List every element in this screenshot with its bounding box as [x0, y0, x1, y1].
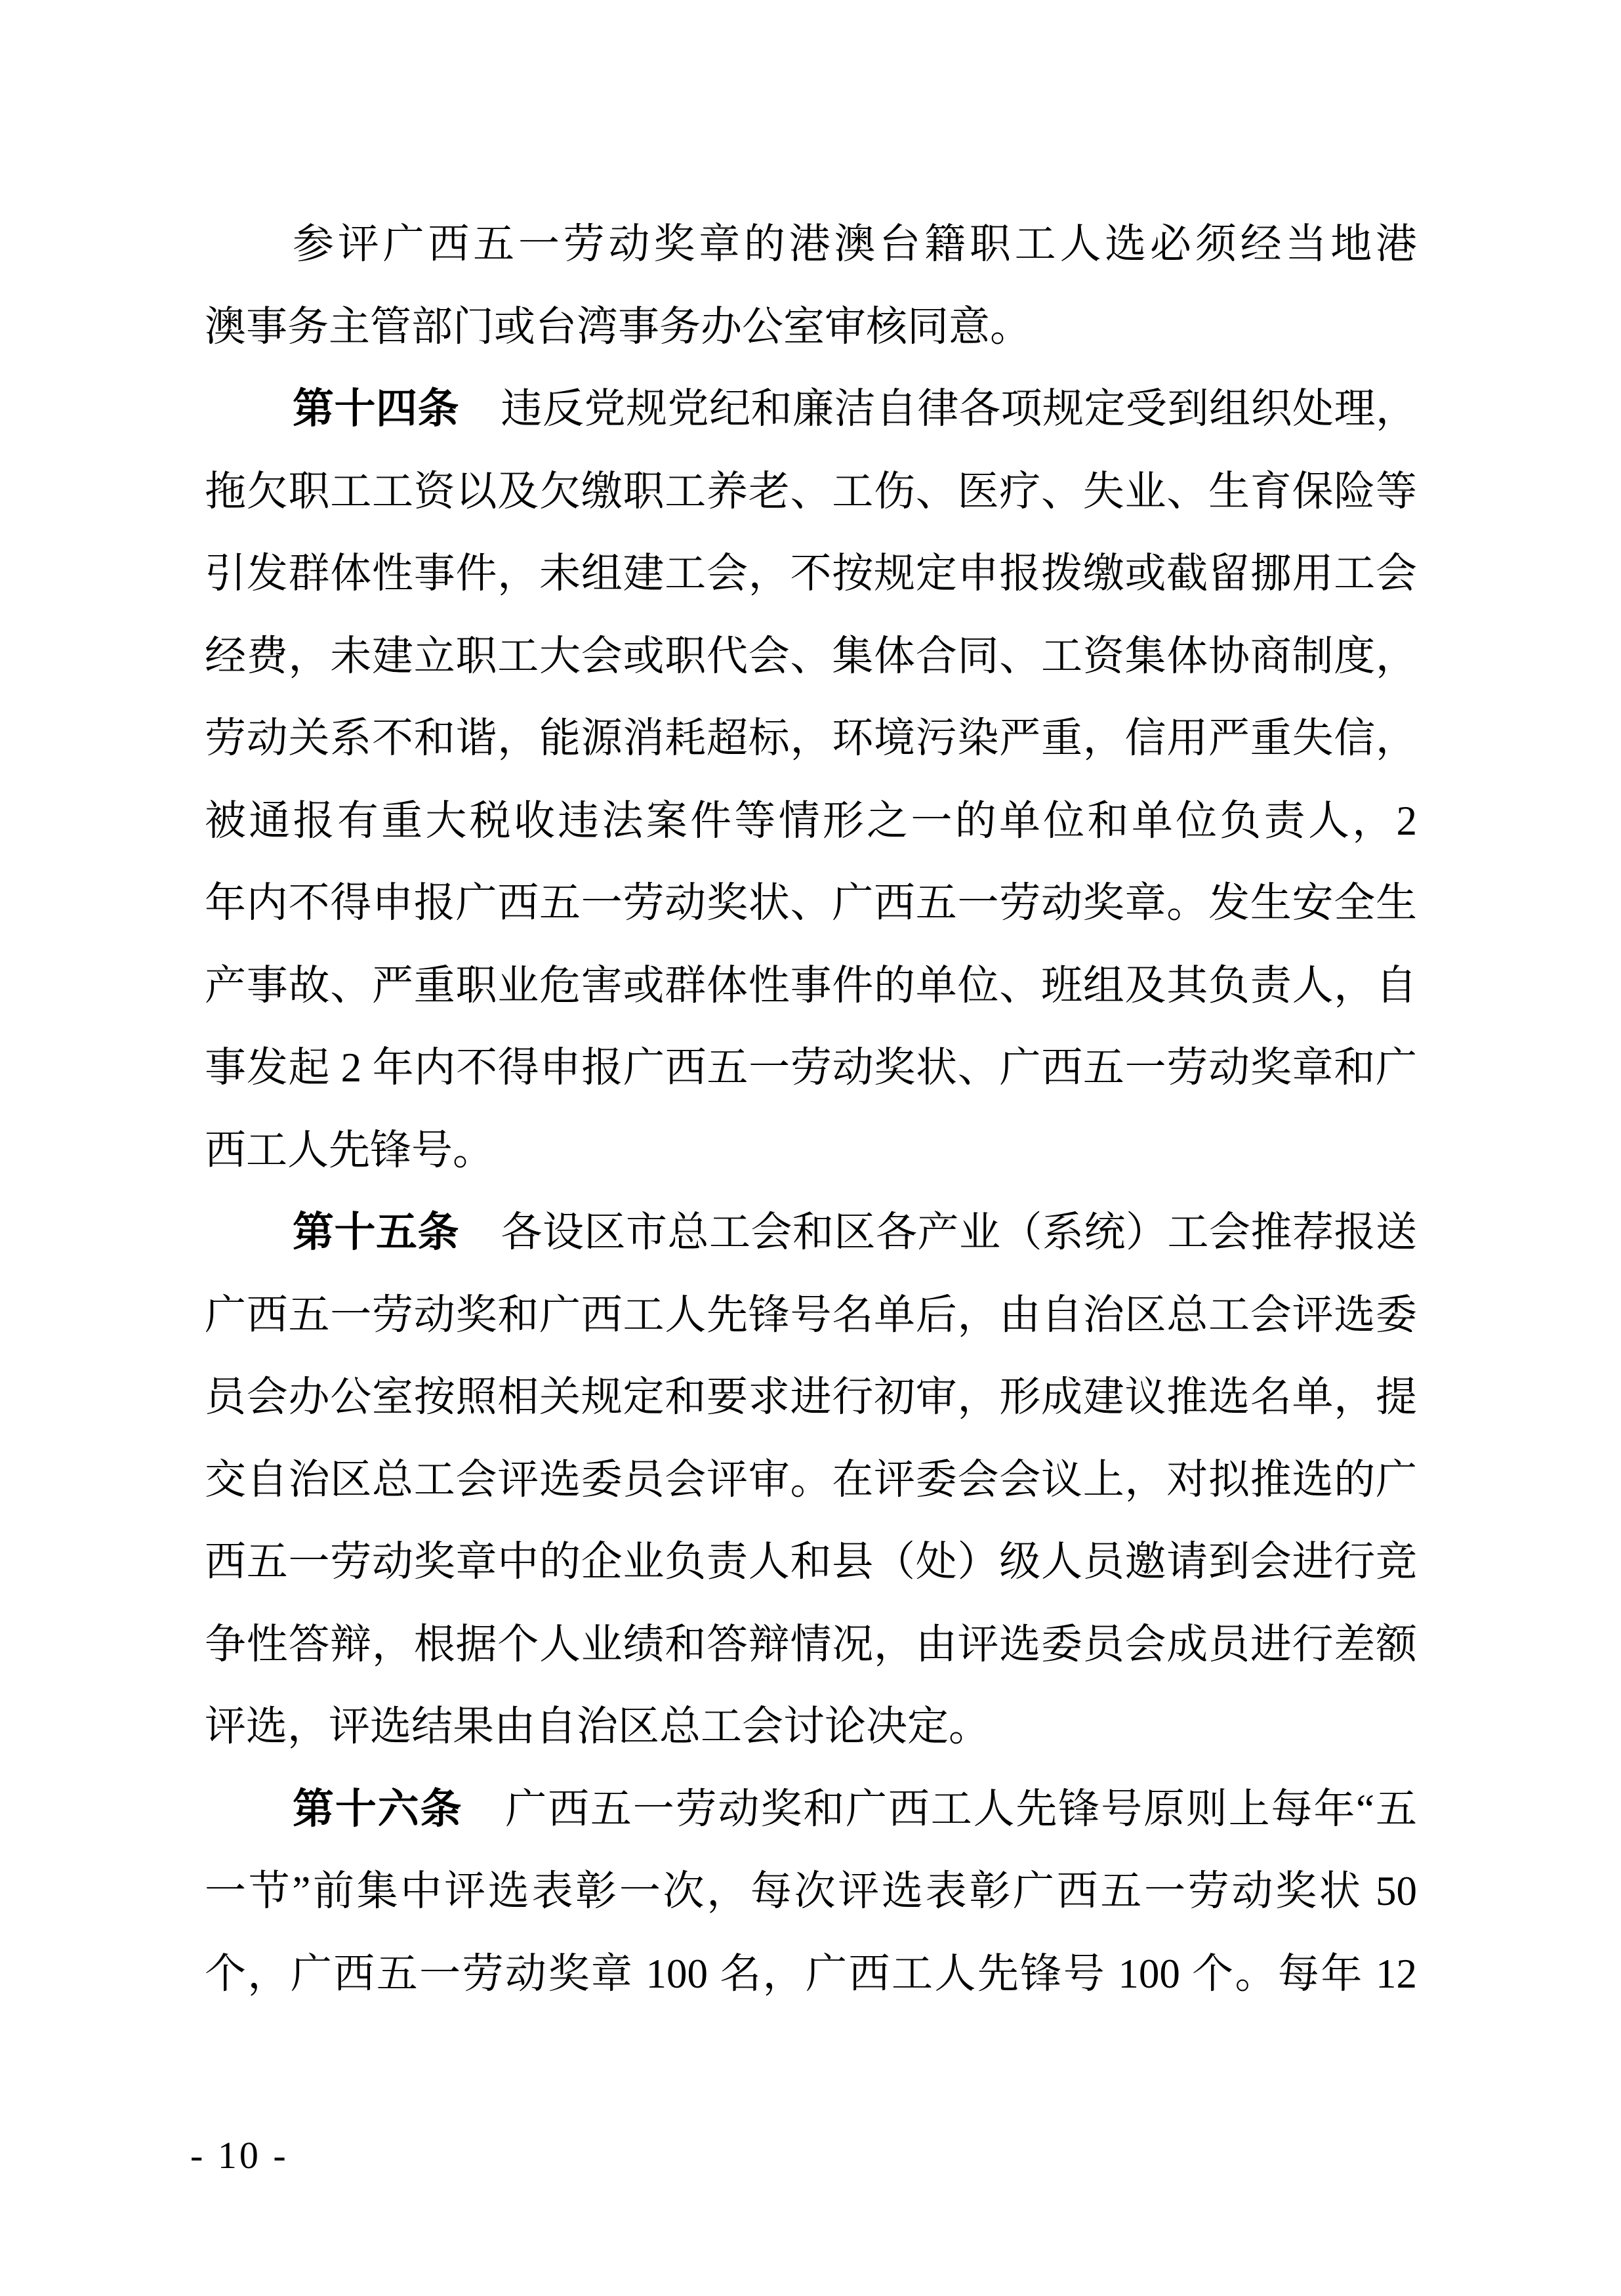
text-line — [205, 1768, 1417, 1851]
line-text: 西五一劳动奖章中的企业负责人和县（处）级人员邀请到会进行竞 — [205, 1539, 1417, 1585]
article-number: 第十六条 — [293, 1785, 463, 1832]
text-line — [205, 1356, 1417, 1439]
text-line — [205, 780, 1417, 863]
line-text: 引发群体性事件，未组建工会，不按规定申报拨缴或截留挪用工会 — [205, 551, 1417, 596]
text-line — [205, 1933, 1417, 2016]
line-text: 员会办公室按照相关规定和要求进行初审，形成建议推选名单，提 — [205, 1374, 1417, 1420]
text-line — [205, 1110, 1417, 1192]
line-text: 各设区市总工会和区各产业（系统）工会推荐报送 — [459, 1209, 1417, 1255]
text-line — [205, 1027, 1417, 1110]
text-line — [205, 533, 1417, 616]
text-line — [205, 286, 1417, 369]
text-line — [205, 203, 1417, 286]
article-number: 第十五条 — [293, 1209, 459, 1255]
line-text: 违反党规党纪和廉洁自律各项规定受到组织处理， — [459, 386, 1417, 432]
line-text: 年内不得申报广西五一劳动奖状、广西五一劳动奖章。发生安全生 — [205, 880, 1417, 926]
line-text: 拖欠职工工资以及欠缴职工养老、工伤、医疗、失业、生育保险等 — [205, 468, 1417, 514]
line-text: 广西五一劳动奖和广西工人先锋号原则上每年“五 — [462, 1785, 1417, 1832]
line-text: 被通报有重大税收违法案件等情形之一的单位和单位负责人，2 — [205, 797, 1417, 844]
line-text: 广西五一劳动奖和广西工人先锋号名单后，由自治区总工会评选委 — [205, 1291, 1417, 1338]
body-text — [205, 203, 1417, 2015]
text-line — [205, 368, 1417, 451]
line-text: 参评广西五一劳动奖章的港澳台籍职工人选必须经当地港 — [293, 221, 1417, 267]
text-line — [205, 862, 1417, 945]
text-line — [205, 616, 1417, 698]
text-line — [205, 1604, 1417, 1686]
text-line — [205, 1521, 1417, 1604]
line-text: 产事故、严重职业危害或群体性事件的单位、班组及其负责人，自 — [205, 962, 1417, 1009]
line-text: 个，广西五一劳动奖章 100 名，广西工人先锋号 100 个。每年 12 — [205, 1950, 1417, 1997]
text-line — [205, 1686, 1417, 1768]
line-text: 劳动关系不和谐，能源消耗超标，环境污染严重，信用严重失信， — [205, 715, 1417, 761]
page-number: - 10 - — [190, 2134, 289, 2177]
text-line — [205, 698, 1417, 780]
text-line — [205, 1192, 1417, 1274]
text-line — [205, 1439, 1417, 1522]
text-line — [205, 1850, 1417, 1933]
article-number: 第十四条 — [293, 386, 459, 432]
text-line — [205, 451, 1417, 533]
line-text: 争性答辩，根据个人业绩和答辩情况，由评选委员会成员进行差额 — [205, 1621, 1417, 1667]
line-text: 经费，未建立职工大会或职代会、集体合同、工资集体协商制度， — [205, 633, 1417, 679]
line-text: 评选，评选结果由自治区总工会讨论决定。 — [205, 1703, 990, 1749]
line-text: 交自治区总工会评选委员会评审。在评委会会议上，对拟推选的广 — [205, 1456, 1417, 1503]
line-text: 事发起 2 年内不得申报广西五一劳动奖状、广西五一劳动奖章和广 — [205, 1045, 1417, 1091]
text-line — [205, 1274, 1417, 1357]
text-line — [205, 945, 1417, 1028]
line-text: 西工人先锋号。 — [205, 1127, 494, 1173]
line-text: 一节”前集中评选表彰一次，每次评选表彰广西五一劳动奖状 50 — [205, 1868, 1417, 1914]
line-text: 澳事务主管部门或台湾事务办公室审核同意。 — [205, 303, 1031, 350]
